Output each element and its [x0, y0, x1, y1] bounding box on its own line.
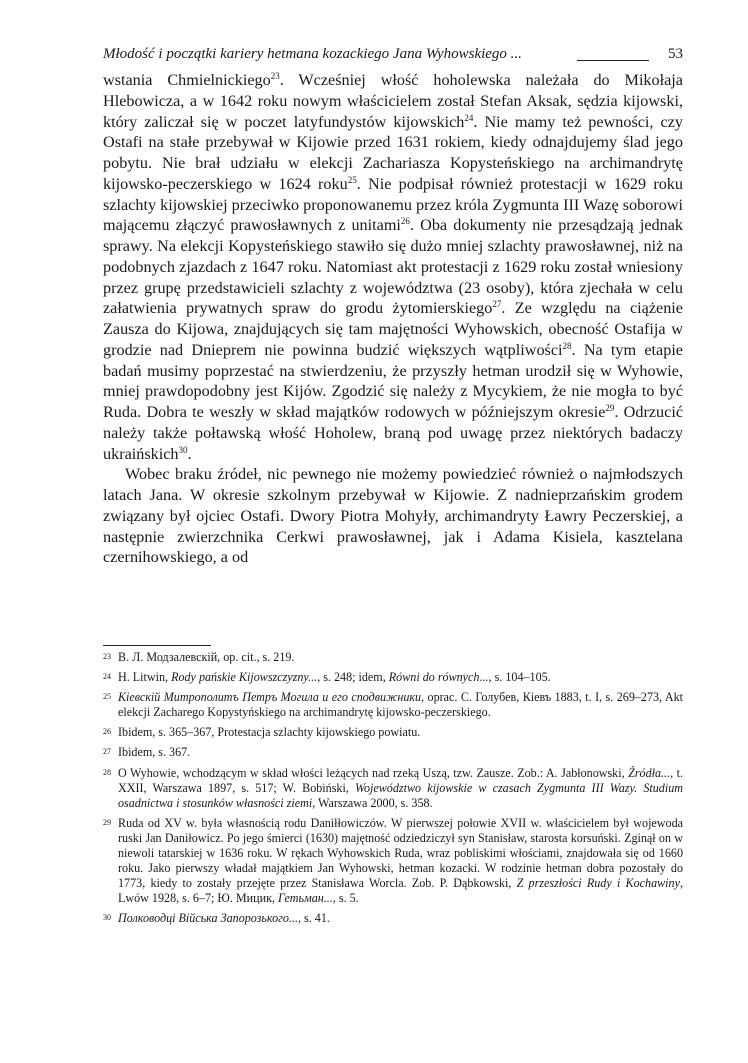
- paragraph: [103, 464, 683, 568]
- footnote: [103, 650, 683, 665]
- italic-text: Rody pańskie Kijowszczyzny...: [171, 670, 318, 685]
- footnote-ref: 24: [464, 112, 474, 123]
- text-run: .: [187, 444, 192, 463]
- italic-text: Кіевскій Митрополитъ Петръ Могила и его сподвижники: [118, 690, 422, 705]
- text-run: H. Litwin,: [118, 670, 172, 685]
- text-run: В. Л. Модзалевскій, op. cit., s. 219.: [118, 650, 295, 664]
- text-run: , s. 5.: [332, 891, 359, 906]
- running-header: [103, 46, 683, 66]
- text-run: Ibidem, s. 367.: [118, 745, 191, 760]
- footnote-number: 26: [103, 727, 111, 737]
- footnote: [103, 816, 683, 907]
- text-run: . Nie podpisał również protestacji w 1629 roku szlachty kijowskiej przeciwko proponowanemu przez króla Zygmunta III Wazę soborowi mającemu złączyć prawosławnych z unitami: [103, 174, 683, 235]
- footnotes: [103, 650, 683, 932]
- italic-text: Z przeszłości Rudy i Kochawiny: [516, 876, 680, 891]
- italic-text: Полководці Війська Запорозького...: [118, 911, 298, 926]
- text-run: wstania Chmielnickiego: [103, 71, 271, 89]
- footnote-ref: 27: [492, 299, 502, 310]
- footnote-ref: 28: [562, 340, 572, 351]
- text-run: , Warszawa 2000, s. 358.: [312, 795, 433, 810]
- footnote-number: 30: [103, 913, 111, 923]
- footnote: [103, 745, 683, 760]
- main-text: [103, 70, 683, 568]
- text-run: , Lwów 1928, s. 6–7; Ю. Мицик,: [118, 876, 683, 906]
- footnote-ref: 30: [178, 444, 188, 455]
- footnote-ref: 29: [605, 403, 615, 413]
- footnote: [103, 725, 683, 740]
- text-run: , t. XXII, Warszawa 1897, s. 517; W. Bobiński,: [118, 765, 683, 795]
- text-run: . Na tym etapie badań musimy poprzestać na stwierdzeniu, że przyszły hetman urodził się w Wyhowie, mniej prawdopodobny jest Kijów. Zgodzić się należy z Mycykiem, że nie mogła to być Ruda. Dobra te weszły w skład majątków rodowych w późniejszym okresie: [103, 340, 683, 421]
- header-rule: [577, 60, 649, 61]
- footnote: [103, 766, 683, 811]
- text-run: , s. 104–105.: [488, 670, 551, 685]
- text-run: . Nie mamy też pewności, czy Ostafi na stałe przebywał w Kijowie przed 1631 rokiem, kiedy odnajdujemy ślad jego pobytu. Nie brał udziału w elekcji Zachariasza Kopysteńskiego na archimandrytę kijowsko-peczerskiego w 1624 roku: [103, 112, 683, 193]
- text-run: , oprac. С. Голубев, Кіевъ 1883, t. I, s. 269–273, Akt elekcji Zacharego Kopystyńskiego na archimandrytę kijowsko-peczerskiego.: [118, 690, 684, 720]
- header-title: Młodość i początki kariery hetmana kozackiego Jana Wyhowskiego ...: [103, 46, 522, 62]
- footnote-number: 23: [103, 652, 111, 661]
- footnote: [103, 670, 683, 685]
- paragraph: [103, 70, 683, 464]
- footnote: [103, 911, 683, 926]
- text-run: O Wyhowie, wchodzącym w skład włości leżących nad rzeką Uszą, tzw. Zausze. Zob.: A. Jabłonowski,: [118, 765, 629, 780]
- text-run: Wobec braku źródeł, nic pewnego nie możemy powiedzieć również o najmłodszych latach Jana. W okresie szkolnym przebywał w Kijowie. Z nadnieprzańskim grodem związany był ojciec Ostafi. Dwory Piotra Mohyły, archimandryty Ławry Peczerskiej, a następnie zwierzchnika Cerkwi prawosławnej, jak i Adama Kisiela, kasztelana czernihowskiego, a od: [103, 465, 683, 567]
- text-run: . Odrzucić należy także połtawską włość Hoholew, braną pod uwagę przez niektórych badaczy ukraińskich: [103, 403, 683, 463]
- text-run: Ruda od XV w. była własnością rodu Daniłłowiczów. W pierwszej połowie XVII w. właścicielem był wojewoda ruski Jan Daniłowicz. Po jego śmierci (1630) majętność odziedziczył syn Stanisław, starosta korsuński. Zginął on w niewoli tatarskiej w 1636 roku. W rękach Wyhowskich Ruda, wraz pobliskimi włościami, znajdowała się od 1660 roku. Jako pierwszy władał majątkiem Jan Wyhowski, hetman kozacki. W rodzinie hetman dobra pozostały do 1773, kiedy to zostały przejęte przez Stanisława Worcla. Zob. P. Dąbkowski,: [118, 815, 683, 891]
- footnote-ref: 23: [270, 71, 280, 81]
- footnote: [103, 690, 683, 720]
- footnote-number: 29: [103, 817, 111, 827]
- page-number: 53: [668, 46, 683, 62]
- text-run: . Wcześniej włość hoholewska należała do Mikołaja Hlebowicza, a w 1642 roku nowym właścicielem został Stefan Aksak, sędzia kijowski, który zaliczał się w poczet latyfundystów kijowskich: [103, 71, 683, 131]
- footnote-number: 25: [103, 692, 111, 702]
- footnote-ref: 25: [347, 174, 357, 185]
- text-run: . Oba dokumenty nie przesądzają jednak sprawy. Na elekcji Kopysteńskiego stawiło się dużo mniej szlachty prawosławnej, niż na podobnych zjazdach z 1647 roku. Natomiast akt protestacji z 1629 roku został wniesiony przez grupę przedstawicieli szlachty z województwa (23 osoby), która zjechała w celu załatwienia prywatnych spraw do grodu żytomierskiego: [103, 216, 683, 318]
- italic-text: Równi do równych...: [388, 670, 489, 685]
- footnote-number: 24: [103, 672, 111, 682]
- italic-text: Województwo kijowskie w czasach Zygmunta III Wazy. Studium osadnictwa i stosunków własności ziemi: [118, 780, 683, 810]
- footnote-ref: 26: [400, 216, 410, 227]
- text-run: , s. 248; idem,: [317, 670, 389, 685]
- footnote-number: 27: [103, 747, 111, 757]
- italic-text: Гетьман...: [278, 891, 333, 906]
- footnote-separator: [103, 645, 211, 646]
- text-run: , s. 41.: [297, 911, 330, 926]
- italic-text: Źródła...: [628, 765, 671, 780]
- footnote-number: 28: [103, 767, 111, 777]
- text-run: Ibidem, s. 365–367, Protestacja szlachty kijowskiego powiatu.: [118, 725, 421, 740]
- text-run: . Ze względu na ciążenie Zausza do Kijowa, znajdujących się tam majętności Wyhowskich, obecność Ostafija w grodzie nad Dnieprem nie powinna budzić większych wątpliwości: [103, 299, 683, 359]
